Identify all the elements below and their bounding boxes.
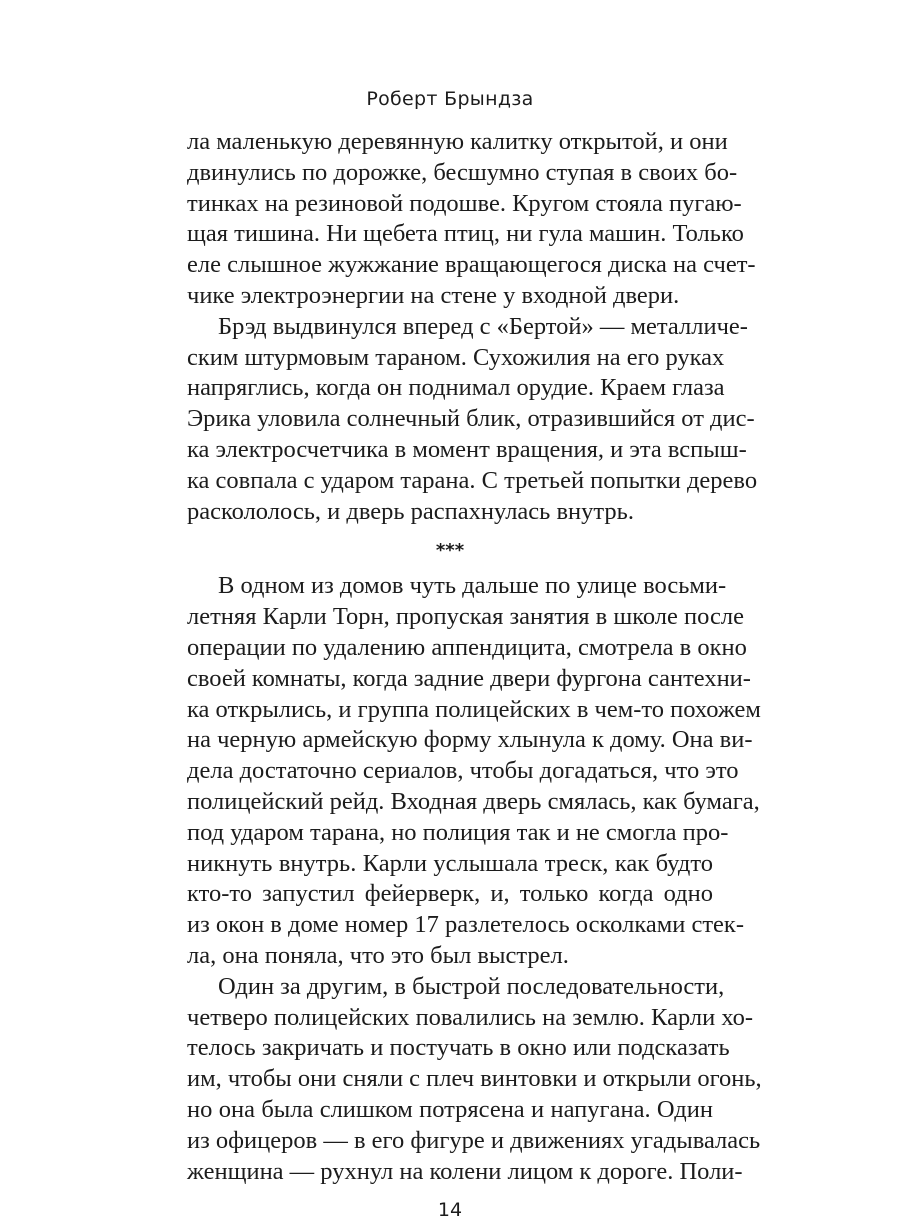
running-header-author: Роберт Брындза: [366, 88, 534, 110]
text-line: раскололось, и дверь распахнулась внутрь.: [187, 497, 634, 525]
text-line: женщина — рухнул на колени лицом к дороге. Поли-: [187, 1157, 743, 1185]
text-line: четверо полицейских повалились на землю. Карли хо-: [187, 1003, 754, 1031]
text-line: ла, она поняла, что это был выстрел.: [187, 942, 569, 969]
text-line: тинках на резиновой подошве. Кругом стояла пугаю-: [187, 189, 742, 217]
text-line: на черную армейскую форму хлынула к дому. Она ви-: [187, 726, 753, 754]
text-line: Эрика уловила солнечный блик, отразившийся от дис-: [187, 405, 755, 433]
text-line: ка электросчетчика в момент вращения, и эта вспыш-: [187, 436, 747, 463]
text-line: двинулись по дорожке, бесшумно ступая в своих бо-: [187, 158, 738, 186]
text-line: ским штурмовым тараном. Сухожилия на его руках: [187, 343, 725, 371]
page-number: 14: [437, 1199, 463, 1221]
text-line: ка открылись, и группа полицейских в чем-то похожем: [187, 695, 761, 723]
text-line: никнуть внутрь. Карли услышала треск, как будто: [187, 849, 713, 877]
text-line: щая тишина. Ни щебета птиц, ни гула машин. Только: [187, 220, 744, 248]
text-line: летняя Карли Торн, пропуская занятия в школе после: [187, 603, 744, 631]
text-line: им, чтобы они сняли с плеч винтовки и открыли огонь,: [187, 1065, 762, 1093]
text-line: В одном из домов чуть дальше по улице восьми-: [218, 572, 727, 600]
text-line: из офицеров — в его фигуре и движениях угадывалась: [187, 1126, 761, 1154]
text-line: Один за другим, в быстрой последовательности,: [218, 972, 725, 1000]
text-line: операции по удалению аппендицита, смотрела в окно: [187, 634, 747, 661]
text-line: кто-то запустил фейерверк, и, только когда одно: [187, 880, 713, 908]
text-line: напряглись, когда он поднимал орудие. Краем глаза: [187, 374, 725, 402]
text-line: еле слышное жужжание вращающегося диска на счет-: [187, 251, 756, 279]
text-line: своей комнаты, когда задние двери фургона сантехни-: [187, 664, 751, 692]
text-line: ла маленькую деревянную калитку открытой, и они: [187, 128, 728, 155]
text-line: полицейский рейд. Входная дверь смялась, как бумага,: [187, 788, 760, 815]
text-line: чике электроэнергии на стене у входной двери.: [187, 282, 680, 309]
text-line: под ударом тарана, но полиция так и не смогла про-: [187, 818, 729, 846]
scene-separator: ***: [435, 540, 465, 562]
text-line: но она была слишком потрясена и напугана. Один: [187, 1096, 713, 1123]
text-line: Брэд выдвинулся вперед с «Бертой» — металличе-: [218, 312, 748, 340]
text-line: дела достаточно сериалов, чтобы догадаться, что это: [187, 757, 739, 785]
text-line: телось закричать и постучать в окно или подсказать: [187, 1034, 730, 1062]
text-line: из окон в доме номер 17 разлетелось осколками стек-: [187, 911, 744, 939]
text-line: ка совпала с ударом тарана. С третьей попытки дерево: [187, 466, 758, 494]
